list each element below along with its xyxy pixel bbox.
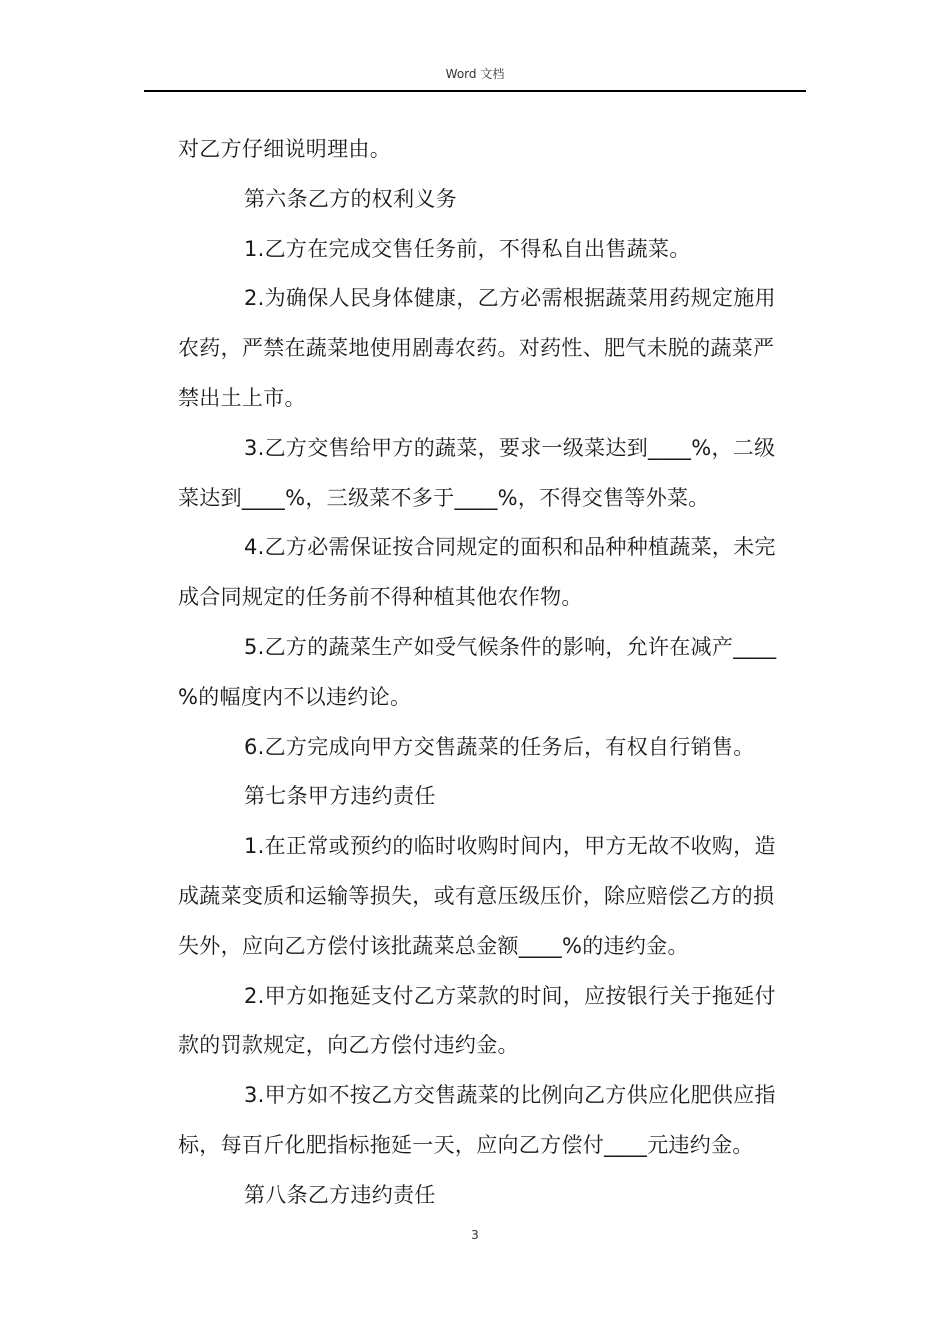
paragraph-line: 5.乙方的蔬菜生产如受气候条件的影响，允许在减产____ bbox=[244, 634, 777, 659]
paragraph-line: 1.在正常或预约的临时收购时间内，甲方无故不收购，造 bbox=[244, 834, 776, 859]
paragraph-line: 失外，应向乙方偿付该批蔬菜总金额____%的违约金。 bbox=[178, 933, 689, 958]
paragraph-line: 农药，严禁在蔬菜地使用剧毒农药。对药性、肥气未脱的蔬菜严 bbox=[178, 336, 775, 361]
page-number: 3 bbox=[471, 1228, 479, 1242]
section-heading: 第七条甲方违约责任 bbox=[244, 784, 436, 809]
paragraph-line: 对乙方仔细说明理由。 bbox=[178, 137, 391, 161]
section-heading: 第六条乙方的权利义务 bbox=[244, 186, 457, 211]
paragraph-line: 禁出土上市。 bbox=[178, 385, 306, 410]
paragraph-line: 2.为确保人民身体健康，乙方必需根据蔬菜用药规定施用 bbox=[244, 286, 776, 311]
paragraph-line: %的幅度内不以违约论。 bbox=[178, 684, 412, 709]
paragraph-line: 3.甲方如不按乙方交售蔬菜的比例向乙方供应化肥供应指 bbox=[244, 1083, 776, 1108]
paragraph-line: 2.甲方如拖延支付乙方菜款的时间，应按银行关于拖延付 bbox=[244, 983, 776, 1008]
paragraph-line: 1.乙方在完成交售任务前，不得私自出售蔬菜。 bbox=[244, 236, 691, 261]
paragraph-line: 成蔬菜变质和运输等损失，或有意压级压价，除应赔偿乙方的损 bbox=[178, 883, 775, 908]
header-title: Word 文档 bbox=[445, 67, 505, 81]
paragraph-line: 4.乙方必需保证按合同规定的面积和品种种植蔬菜，未完 bbox=[244, 535, 776, 560]
section-heading: 第八条乙方违约责任 bbox=[244, 1182, 436, 1207]
paragraph-line: 标，每百斤化肥指标拖延一天，应向乙方偿付____元违约金。 bbox=[178, 1132, 754, 1157]
paragraph-line: 成合同规定的任务前不得种植其他农作物。 bbox=[178, 585, 583, 610]
paragraph-line: 3.乙方交售给甲方的蔬菜，要求一级菜达到____%，二级 bbox=[244, 435, 776, 460]
paragraph-line: 款的罚款规定，向乙方偿付违约金。 bbox=[178, 1033, 519, 1058]
paragraph-line: 菜达到____%，三级菜不多于____%，不得交售等外菜。 bbox=[178, 485, 710, 510]
document-body bbox=[178, 125, 808, 1221]
paragraph-line: 6.乙方完成向甲方交售蔬菜的任务后，有权自行销售。 bbox=[244, 734, 755, 759]
page-header bbox=[144, 64, 806, 92]
